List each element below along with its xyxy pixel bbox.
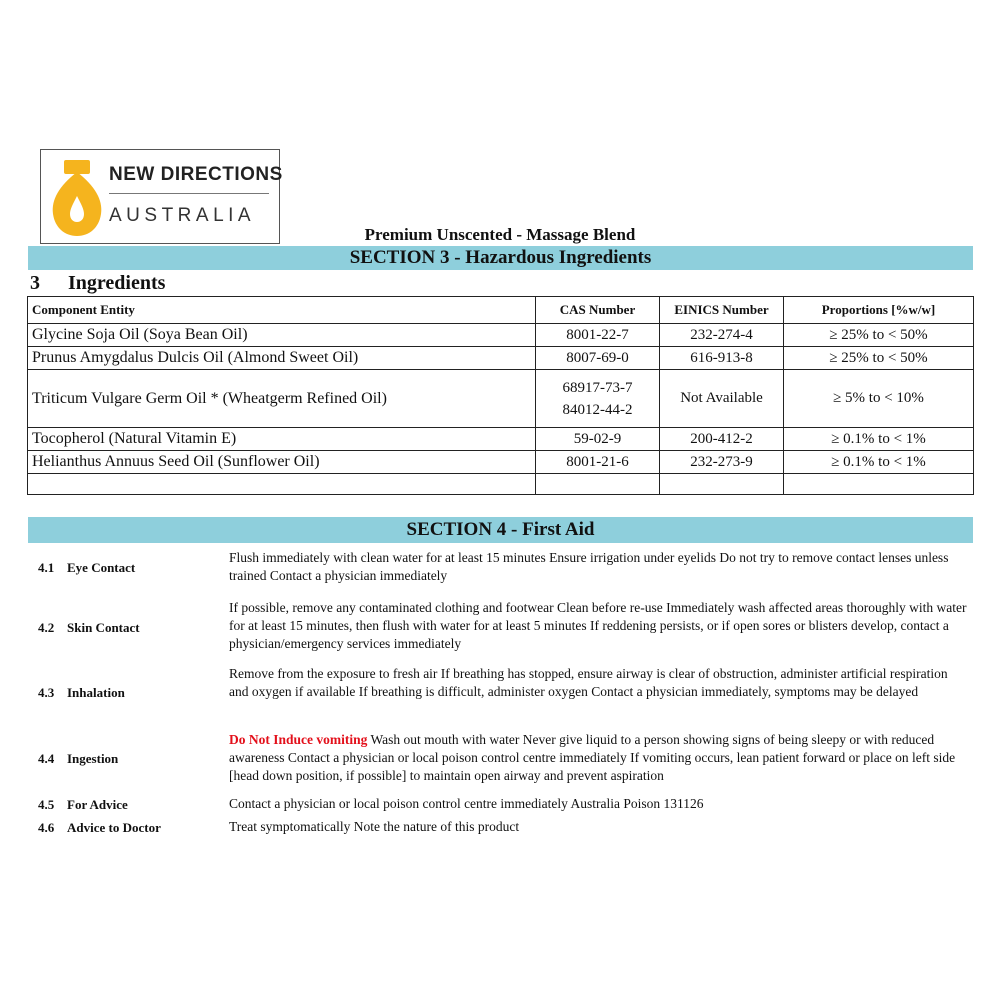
table-row: [28, 428, 974, 451]
ingredients-heading-label: Ingredients: [68, 272, 166, 294]
empty-cell: [660, 474, 784, 495]
cas-cell: [536, 370, 660, 428]
column-header-component: Component Entity: [28, 297, 536, 324]
table-header-row: [28, 297, 974, 324]
first-aid-label-text: Ingestion: [67, 751, 119, 766]
table-row: [28, 324, 974, 347]
first-aid-label-advice: [38, 797, 128, 813]
first-aid-label-skin: [38, 620, 140, 636]
first-aid-text-eye: Flush immediately with clean water for at least 15 minutes Ensure irrigation under eyelids Do not try to remove contact lenses unless trained Contact a physician immediately: [229, 550, 949, 583]
first-aid-label-inhalation: [38, 685, 125, 701]
first-aid-label-text: Eye Contact: [67, 560, 136, 575]
first-aid-text-inhalation: Remove from the exposure to fresh air If breathing has stopped, ensure airway is clear of obstruction, administer artificial respiration and oxygen if available If breathing is difficult, administer oxygen Contact a physician immediately, symptoms may be delayed: [229, 666, 948, 699]
cas-cell: 8001-21-6: [536, 451, 660, 474]
empty-cell: [784, 474, 974, 495]
cas-value: 68917-73-7: [562, 379, 633, 396]
first-aid-number: 4.1: [38, 560, 55, 575]
first-aid-label-text: Skin Contact: [67, 620, 140, 635]
first-aid-label-text: Inhalation: [67, 685, 125, 700]
component-cell: Triticum Vulgare Germ Oil * (Wheatgerm Refined Oil): [28, 370, 536, 428]
section-4-title: SECTION 4 - First Aid: [28, 517, 973, 543]
proportion-cell: ≥ 0.1% to < 1%: [784, 451, 974, 474]
cas-value: 84012-44-2: [562, 401, 633, 418]
first-aid-label-text: Advice to Doctor: [67, 820, 161, 835]
empty-cell: [28, 474, 536, 495]
ingredients-heading-number: 3: [30, 272, 40, 294]
ingredients-heading: [30, 272, 165, 295]
component-cell: Tocopherol (Natural Vitamin E): [28, 428, 536, 451]
table-row-empty: [28, 474, 974, 495]
first-aid-number: 4.6: [38, 820, 55, 835]
ingestion-text: Wash out mouth with water Never give liquid to a person showing signs of being sleepy or with reduced awareness Contact a physician or local poison control centre immediately If vomiting occurs, lean patient forward or place on left side [head down position, if possible] to maintain open airway and prevent aspiration: [229, 732, 956, 783]
einics-cell: Not Available: [660, 370, 784, 428]
first-aid-number: 4.5: [38, 797, 55, 812]
proportion-cell: ≥ 25% to < 50%: [784, 324, 974, 347]
first-aid-label-eye: [38, 560, 135, 576]
einics-cell: 232-273-9: [660, 451, 784, 474]
empty-cell: [536, 474, 660, 495]
column-header-proportions: Proportions [%w/w]: [784, 297, 974, 324]
first-aid-number: 4.3: [38, 685, 55, 700]
einics-cell: 200-412-2: [660, 428, 784, 451]
ingestion-warning: Do Not Induce vomiting: [229, 732, 368, 747]
first-aid-label-doctor: [38, 820, 161, 836]
first-aid-number: 4.2: [38, 620, 55, 635]
component-cell: Prunus Amygdalus Dulcis Oil (Almond Sweet Oil): [28, 347, 536, 370]
logo-subtitle: AUSTRALIA: [109, 205, 256, 226]
cas-cell: 8007-69-0: [536, 347, 660, 370]
first-aid-label-ingestion: [38, 751, 118, 767]
column-header-einics: EINICS Number: [660, 297, 784, 324]
table-row: [28, 347, 974, 370]
einics-cell: 616-913-8: [660, 347, 784, 370]
logo-name: NEW DIRECTIONS: [109, 164, 283, 185]
first-aid-number: 4.4: [38, 751, 55, 766]
first-aid-text-doctor: Treat symptomatically Note the nature of this product: [229, 819, 520, 834]
component-cell: Glycine Soja Oil (Soya Bean Oil): [28, 324, 536, 347]
ingredients-table: [27, 296, 974, 495]
first-aid-text-skin: If possible, remove any contaminated clothing and footwear Clean before re-use Immediately wash affected areas thoroughly with water for at least 15 minutes, then flush with water for at least 5 minutes If reddening persists, or if open sores or blisters develop, contact a physician/emergency services immediately: [229, 600, 967, 651]
first-aid-label-text: For Advice: [67, 797, 128, 812]
einics-cell: 232-274-4: [660, 324, 784, 347]
proportion-cell: ≥ 0.1% to < 1%: [784, 428, 974, 451]
logo-divider: [109, 193, 269, 194]
cas-cell: 8001-22-7: [536, 324, 660, 347]
table-row: [28, 451, 974, 474]
first-aid-text-advice: Contact a physician or local poison control centre immediately Australia Poison 131126: [229, 796, 704, 811]
proportion-cell: ≥ 5% to < 10%: [784, 370, 974, 428]
cas-cell: 59-02-9: [536, 428, 660, 451]
proportion-cell: ≥ 25% to < 50%: [784, 347, 974, 370]
table-row: [28, 370, 974, 428]
column-header-cas: CAS Number: [536, 297, 660, 324]
product-title: Premium Unscented - Massage Blend: [364, 225, 636, 244]
component-cell: Helianthus Annuus Seed Oil (Sunflower Oil): [28, 451, 536, 474]
first-aid-text-ingestion: [229, 731, 969, 785]
section-3-title: SECTION 3 - Hazardous Ingredients: [28, 246, 973, 270]
